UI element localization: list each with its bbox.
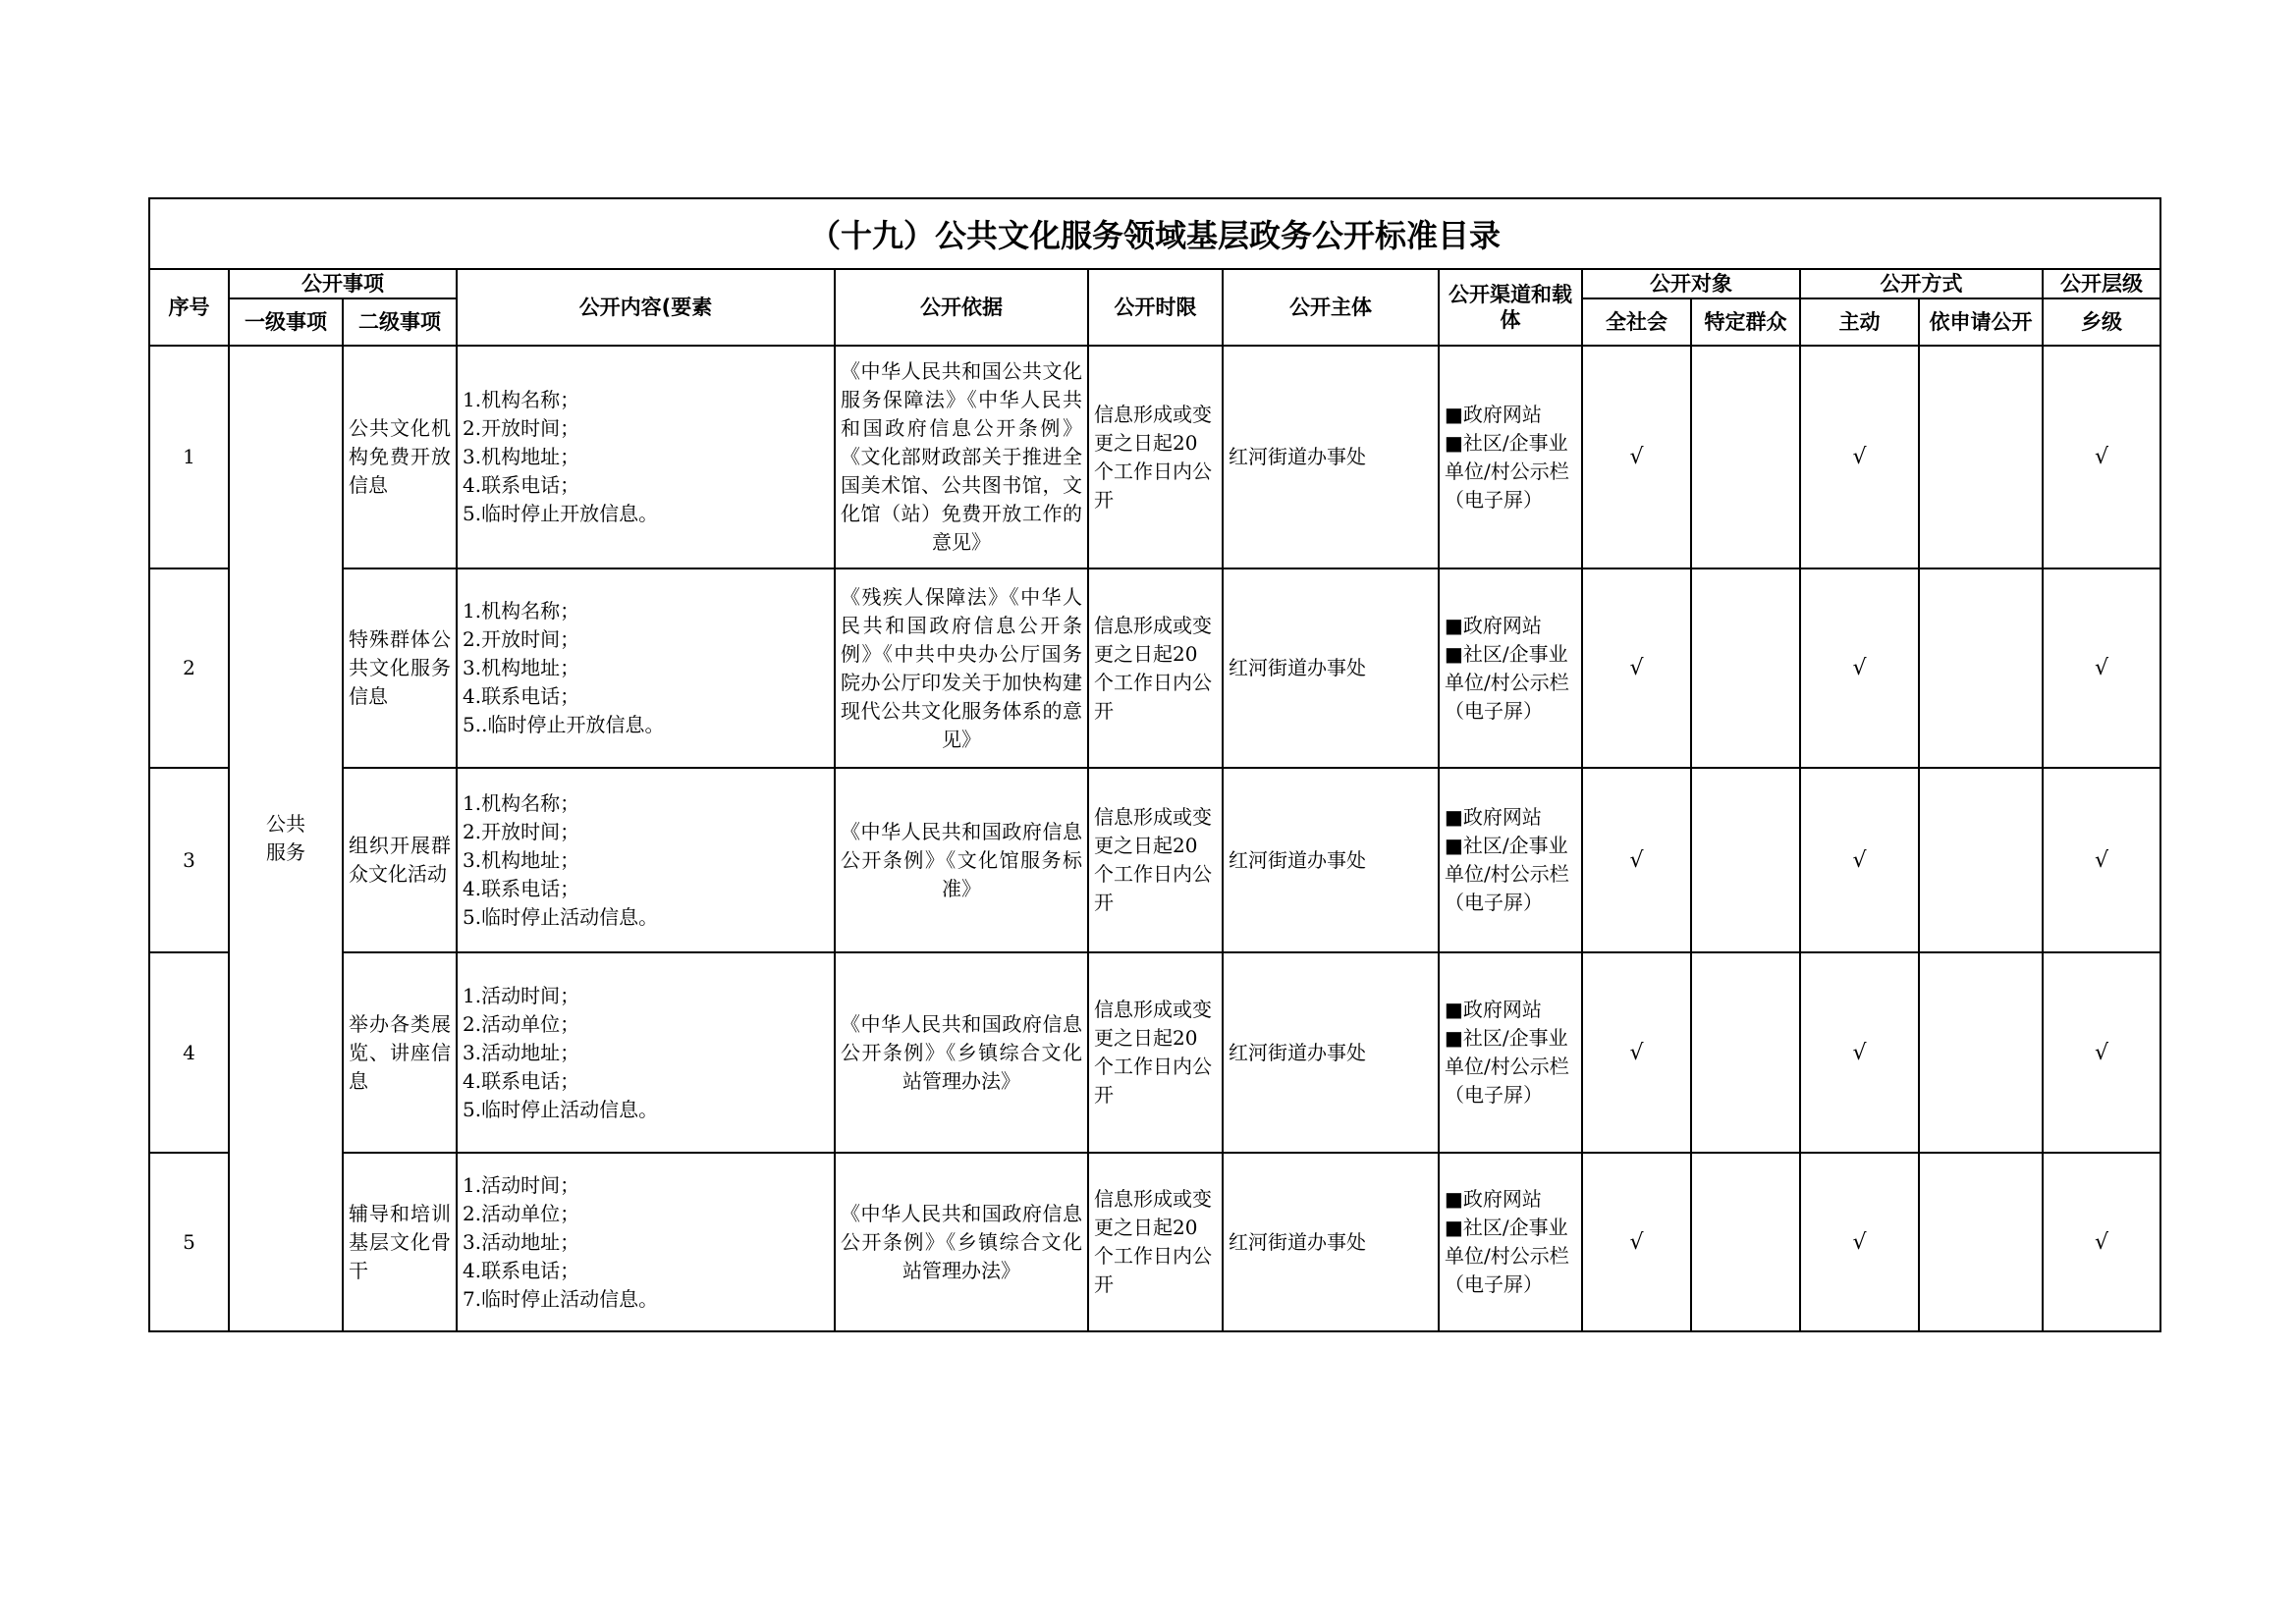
channel-cell	[1439, 952, 1582, 1153]
header-mode: 公开方式	[1800, 269, 2043, 298]
header-level1: 一级事项	[229, 298, 343, 346]
content-line: 4.联系电话；	[463, 1068, 580, 1093]
header-mode-request: 依申请公开	[1919, 298, 2043, 346]
mode-active-check: √	[1800, 568, 1919, 768]
subject-cell: 红河街道办事处	[1223, 952, 1439, 1153]
header-seq: 序号	[149, 269, 229, 346]
content-line: 1.活动时间；	[463, 983, 580, 1007]
basis-cell: 《残疾人保障法》《中华人民共和国政府信息公开条例》《中共中央办公厅国务院办公厅印发关于加快构建现代公共文化服务体系的意见》	[835, 568, 1088, 768]
channel-cell	[1439, 1153, 1582, 1331]
target-specific-check	[1691, 952, 1800, 1153]
mode-active-check: √	[1800, 768, 1919, 952]
table-row	[149, 952, 2160, 1153]
level1-value: 公共服务	[266, 812, 305, 864]
row-seq: 1	[149, 346, 229, 568]
channel-line: ■政府网站	[1445, 998, 1542, 1021]
content-line: 3.机构地址；	[463, 445, 580, 468]
basis-cell: 《中华人民共和国公共文化服务保障法》《中华人民共和国政府信息公开条例》《文化部财政部关于推进全国美术馆、公共图书馆，文化馆（站）免费开放工作的意见》	[835, 346, 1088, 568]
content-line: 3.活动地址；	[463, 1229, 580, 1254]
content-line: 5.临时停止活动信息。	[463, 1097, 659, 1121]
level2-cell: 公共文化机构免费开放信息	[343, 346, 457, 568]
row-seq: 3	[149, 768, 229, 952]
level-township-check: √	[2043, 952, 2160, 1153]
time-limit-cell: 信息形成或变更之日起20个工作日内公开	[1088, 568, 1223, 768]
level2-cell: 特殊群体公共文化服务信息	[343, 568, 457, 768]
header-mode-active: 主动	[1800, 298, 1919, 346]
target-specific-check	[1691, 1153, 1800, 1331]
content-line: 4.联系电话；	[463, 684, 580, 708]
content-line: 3.机构地址；	[463, 847, 580, 872]
header-target-all: 全社会	[1582, 298, 1691, 346]
channel-cell	[1439, 568, 1582, 768]
header-level2: 二级事项	[343, 298, 457, 346]
subject-cell: 红河街道办事处	[1223, 346, 1439, 568]
channel-cell	[1439, 768, 1582, 952]
mode-active-check: √	[1800, 952, 1919, 1153]
mode-active-check: √	[1800, 1153, 1919, 1331]
subject-cell: 红河街道办事处	[1223, 1153, 1439, 1331]
level-township-check: √	[2043, 768, 2160, 952]
mode-request-check	[1919, 568, 2043, 768]
channel-line: ■社区/企事业单位/村公示栏（电子屏）	[1445, 1216, 1569, 1296]
target-specific-check	[1691, 768, 1800, 952]
target-all-check: √	[1582, 346, 1691, 568]
content-line: 3.活动地址；	[463, 1040, 580, 1064]
content-line: 1.活动时间；	[463, 1172, 580, 1197]
target-all-check: √	[1582, 568, 1691, 768]
channel-line: ■政府网站	[1445, 805, 1542, 829]
header-target-specific: 特定群众	[1691, 298, 1800, 346]
content-line: 5..临时停止开放信息。	[463, 713, 665, 736]
basis-cell: 《中华人民共和国政府信息公开条例》《文化馆服务标准》	[835, 768, 1088, 952]
content-cell	[457, 768, 835, 952]
level2-cell: 辅导和培训基层文化骨干	[343, 1153, 457, 1331]
time-limit-cell: 信息形成或变更之日起20个工作日内公开	[1088, 346, 1223, 568]
content-line: 5.临时停止活动信息。	[463, 904, 659, 929]
header-basis: 公开依据	[835, 269, 1088, 346]
row-seq: 2	[149, 568, 229, 768]
level-township-check: √	[2043, 346, 2160, 568]
basis-cell: 《中华人民共和国政府信息公开条例》《乡镇综合文化站管理办法》	[835, 1153, 1088, 1331]
subject-cell: 红河街道办事处	[1223, 568, 1439, 768]
row-seq: 4	[149, 952, 229, 1153]
content-line: 1.机构名称；	[463, 388, 580, 411]
content-line: 2.开放时间；	[463, 416, 580, 440]
target-all-check: √	[1582, 952, 1691, 1153]
channel-line: ■社区/企事业单位/村公示栏（电子屏）	[1445, 430, 1569, 512]
header-target: 公开对象	[1582, 269, 1800, 298]
content-cell	[457, 1153, 835, 1331]
level-township-check: √	[2043, 1153, 2160, 1331]
content-line: 2.活动单位；	[463, 1201, 580, 1225]
catalog-table	[148, 197, 2161, 1332]
content-cell	[457, 346, 835, 568]
level1-cell	[229, 346, 343, 1331]
content-cell	[457, 952, 835, 1153]
channel-line: ■社区/企事业单位/村公示栏（电子屏）	[1445, 1026, 1569, 1107]
subject-cell: 红河街道办事处	[1223, 768, 1439, 952]
time-limit-cell: 信息形成或变更之日起20个工作日内公开	[1088, 768, 1223, 952]
level-township-check: √	[2043, 568, 2160, 768]
target-specific-check	[1691, 568, 1800, 768]
header-channel: 公开渠道和载体	[1439, 269, 1582, 346]
content-line: 4.联系电话；	[463, 473, 580, 497]
content-line: 4.联系电话；	[463, 1258, 580, 1282]
mode-request-check	[1919, 768, 2043, 952]
target-all-check: √	[1582, 1153, 1691, 1331]
mode-request-check	[1919, 1153, 2043, 1331]
table-row	[149, 1153, 2160, 1331]
mode-active-check: √	[1800, 346, 1919, 568]
header-level-township: 乡级	[2043, 298, 2160, 346]
channel-cell	[1439, 346, 1582, 568]
content-line: 4.联系电话；	[463, 876, 580, 900]
mode-request-check	[1919, 346, 2043, 568]
channel-line: ■政府网站	[1445, 402, 1542, 426]
level2-cell: 举办各类展览、讲座信息	[343, 952, 457, 1153]
content-line: 2.活动单位；	[463, 1011, 580, 1036]
mode-request-check	[1919, 952, 2043, 1153]
time-limit-cell: 信息形成或变更之日起20个工作日内公开	[1088, 1153, 1223, 1331]
level2-cell: 组织开展群众文化活动	[343, 768, 457, 952]
time-limit-cell: 信息形成或变更之日起20个工作日内公开	[1088, 952, 1223, 1153]
content-line: 1.机构名称；	[463, 790, 580, 815]
table-row	[149, 568, 2160, 768]
header-subject: 公开主体	[1223, 269, 1439, 346]
basis-cell: 《中华人民共和国政府信息公开条例》《乡镇综合文化站管理办法》	[835, 952, 1088, 1153]
content-line: 2.开放时间；	[463, 819, 580, 843]
header-matter: 公开事项	[229, 269, 457, 298]
content-line: 3.机构地址；	[463, 656, 580, 679]
table-row	[149, 346, 2160, 568]
channel-line: ■政府网站	[1445, 613, 1542, 637]
catalog-table-wrapper	[148, 197, 2159, 1332]
channel-line: ■社区/企事业单位/村公示栏（电子屏）	[1445, 834, 1569, 914]
content-cell	[457, 568, 835, 768]
channel-line: ■社区/企事业单位/村公示栏（电子屏）	[1445, 641, 1569, 723]
content-line: 7.临时停止活动信息。	[463, 1286, 659, 1311]
target-all-check: √	[1582, 768, 1691, 952]
header-level: 公开层级	[2043, 269, 2160, 298]
content-line: 1.机构名称；	[463, 599, 580, 622]
channel-line: ■政府网站	[1445, 1187, 1542, 1211]
content-line: 5.临时停止开放信息。	[463, 502, 659, 525]
table-row	[149, 768, 2160, 952]
row-seq: 5	[149, 1153, 229, 1331]
header-time-limit: 公开时限	[1088, 269, 1223, 346]
header-content: 公开内容(要素	[457, 269, 835, 346]
table-title: （十九）公共文化服务领域基层政务公开标准目录	[149, 198, 2160, 269]
target-specific-check	[1691, 346, 1800, 568]
content-line: 2.开放时间；	[463, 627, 580, 651]
